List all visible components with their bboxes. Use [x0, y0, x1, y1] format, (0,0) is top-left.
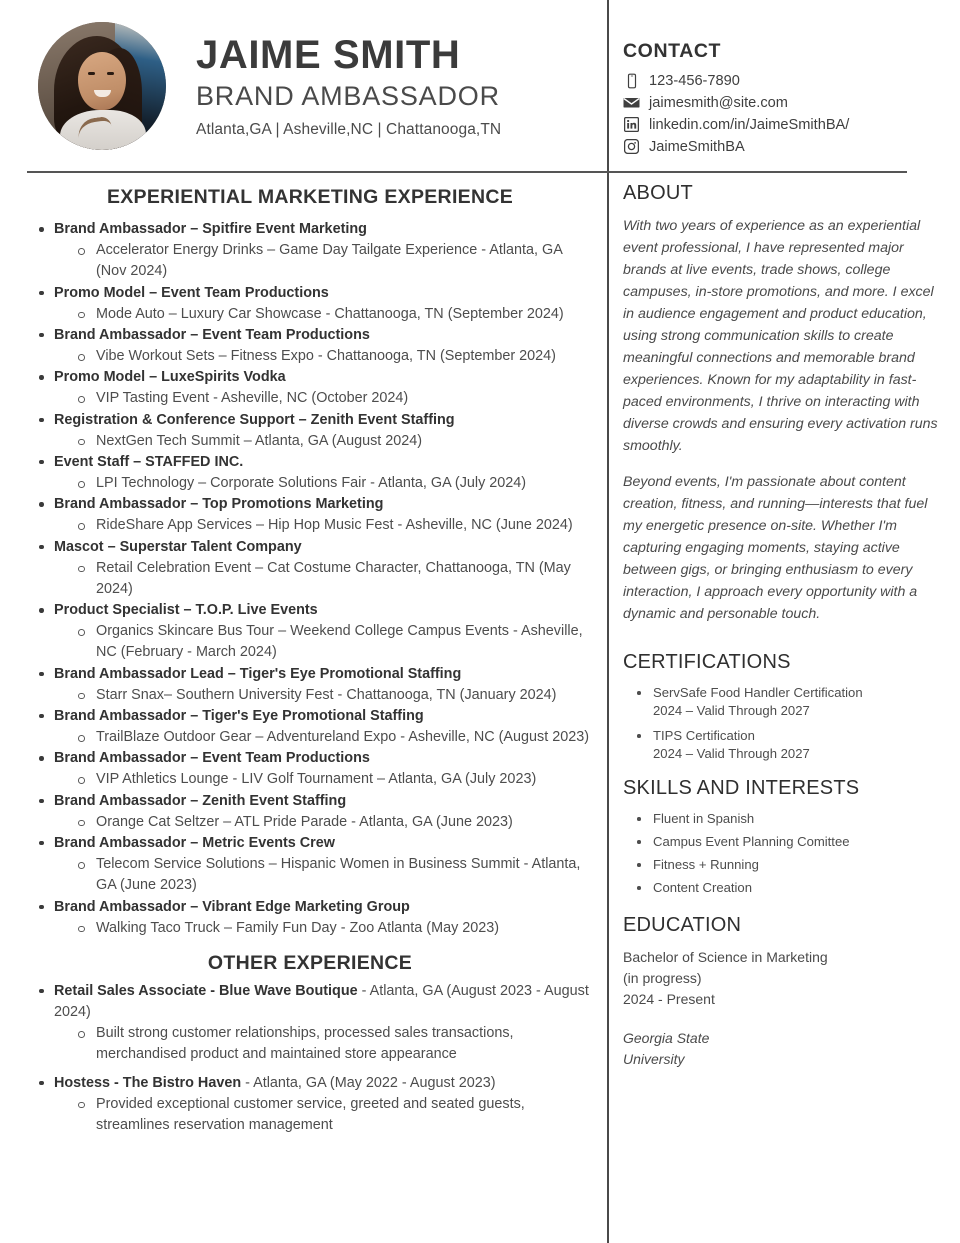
- experience-item-title: Brand Ambassador – Event Team Productions: [54, 750, 370, 767]
- experience-detail-list: [74, 854, 593, 896]
- education-section: [623, 914, 941, 1070]
- experience-list: [27, 219, 593, 939]
- experience-item: [27, 600, 593, 664]
- certification-name: TIPS Certification: [653, 728, 755, 744]
- experience-detail-list: [74, 388, 593, 409]
- experience-detail-text: Walking Taco Truck – Family Fun Day - Zoo Atlanta (May 2023): [96, 919, 500, 936]
- candidate-role: BRAND AMBASSADOR: [196, 81, 500, 111]
- experience-item-title: Brand Ambassador – Metric Events Crew: [54, 834, 335, 851]
- experience-detail: [74, 240, 593, 282]
- experience-detail-text: TrailBlaze Outdoor Gear – Adventureland Expo - Asheville, NC (August 2023): [96, 729, 590, 746]
- experience-detail: [74, 685, 593, 706]
- experience-item: [27, 664, 593, 706]
- experience-detail: [74, 304, 593, 325]
- candidate-locations: Atlanta,GA | Asheville,NC | Chattanooga,TN: [196, 121, 502, 139]
- experience-detail-text: VIP Athletics Lounge - LIV Golf Tournament – Atlanta, GA (July 2023): [96, 771, 537, 788]
- experience-detail-list: [74, 812, 593, 833]
- experience-item-title: Mascot – Superstar Talent Company: [54, 538, 302, 555]
- experience-item: [27, 833, 593, 897]
- experience-detail: [74, 558, 593, 600]
- experience-detail-text: NextGen Tech Summit – Atlanta, GA (August 2024): [96, 432, 423, 449]
- linkedin-icon: [623, 116, 640, 133]
- experience-detail-text: Accelerator Energy Drinks – Game Day Tailgate Experience - Atlanta, GA (Nov 2024): [96, 242, 563, 280]
- other-experience-meta: - Atlanta, GA (May 2022 - August 2023): [241, 1074, 496, 1091]
- experience-detail-text: Retail Celebration Event – Cat Costume Character, Chattanooga, TN (May 2024): [96, 559, 571, 597]
- experience-detail: [74, 854, 593, 896]
- contact-row-email[interactable]: [623, 94, 943, 111]
- experience-detail-list: [74, 558, 593, 600]
- experience-detail-list: [74, 685, 593, 706]
- experience-item: [27, 452, 593, 494]
- experience-item-title: Brand Ambassador – Spitfire Event Marketing: [54, 221, 367, 237]
- experience-title: EXPERIENTIAL MARKETING EXPERIENCE: [106, 186, 514, 208]
- experience-item-title: Brand Ambassador – Top Promotions Marketing: [54, 496, 384, 513]
- other-experience-detail: [74, 1023, 593, 1065]
- certification-item: [637, 684, 941, 720]
- experience-item-title: Promo Model – LuxeSpirits Vodka: [54, 369, 286, 386]
- education-title: EDUCATION: [623, 913, 742, 936]
- other-experience-entry: [27, 1073, 593, 1137]
- profile-photo: [38, 22, 166, 150]
- experience-detail: [74, 918, 593, 939]
- skills-section: [623, 777, 941, 897]
- experience-item-title: Brand Ambassador – Tiger's Eye Promotional Staffing: [54, 707, 424, 724]
- experience-detail-list: [74, 240, 593, 282]
- skill-item: Campus Event Planning Comittee: [637, 833, 941, 851]
- certification-name: ServSafe Food Handler Certification: [653, 685, 863, 700]
- skill-item: Fluent in Spanish: [637, 810, 941, 828]
- experience-detail-text: LPI Technology – Corporate Solutions Fair - Atlanta, GA (July 2024): [96, 475, 527, 492]
- education-dates: 2024 - Present: [623, 990, 715, 1007]
- experience-detail-text: Vibe Workout Sets – Fitness Expo - Chattanooga, TN (September 2024): [96, 348, 556, 365]
- contact-row-linkedin[interactable]: [623, 116, 943, 133]
- experience-item-title: Brand Ambassador – Vibrant Edge Marketing Group: [54, 898, 410, 915]
- skills-title: SKILLS AND INTERESTS: [623, 777, 860, 800]
- experience-item: [27, 410, 593, 452]
- experience-item-title: Product Specialist – T.O.P. Live Events: [54, 602, 318, 619]
- experience-item: [27, 494, 593, 536]
- skill-item: Fitness + Running: [637, 856, 941, 874]
- experience-detail-list: [74, 515, 593, 536]
- contact-row-phone[interactable]: [623, 72, 943, 89]
- experience-item: [27, 748, 593, 790]
- experience-detail-text: VIP Tasting Event - Asheville, NC (October 2024): [96, 390, 409, 407]
- certification-validity: 2024 – Valid Through 2027: [653, 703, 810, 719]
- other-experience-role: Retail Sales Associate - Blue Wave Boutique: [54, 982, 358, 999]
- certifications-title: CERTIFICATIONS: [623, 651, 791, 673]
- experience-item: [27, 706, 593, 748]
- experience-item: [27, 791, 593, 833]
- experience-detail: [74, 769, 593, 790]
- candidate-name: JAIME SMITH: [196, 33, 461, 77]
- other-experience-title-line: [54, 981, 593, 1023]
- experience-item-title: Promo Model – Event Team Productions: [54, 284, 329, 301]
- experience-detail: [74, 727, 593, 748]
- email-icon: [623, 94, 640, 111]
- contact-title: CONTACT: [623, 40, 722, 62]
- right-column: [623, 182, 941, 1076]
- experience-item: [27, 325, 593, 367]
- education-status: (in progress): [623, 969, 702, 986]
- linkedin-text: linkedin.com/in/JaimeSmithBA/: [649, 116, 850, 133]
- experience-detail-list: [74, 346, 593, 367]
- experience-detail-text: Starr Snax– Southern University Fest - Chattanooga, TN (January 2024): [96, 686, 557, 703]
- experience-item-title: Brand Ambassador Lead – Tiger's Eye Promotional Staffing: [54, 665, 462, 682]
- about-body: [623, 215, 941, 625]
- experience-detail: [74, 473, 593, 494]
- experience-detail-list: [74, 621, 593, 663]
- experience-detail-text: RideShare App Services – Hip Hop Music Fest - Asheville, NC (June 2024): [96, 517, 573, 534]
- experience-detail: [74, 515, 593, 536]
- phone-text: 123-456-7890: [649, 72, 740, 89]
- email-text: jaimesmith@site.com: [649, 94, 788, 111]
- other-experience-item: [27, 1073, 593, 1137]
- experience-detail-text: Orange Cat Seltzer – ATL Pride Parade - Atlanta, GA (June 2023): [96, 813, 513, 830]
- header-divider: [27, 171, 907, 173]
- experience-detail: [74, 431, 593, 452]
- certifications-list: [637, 684, 941, 763]
- other-experience-detail-text: Provided exceptional customer service, greeted and seated guests, streamlines reservation management: [96, 1095, 525, 1133]
- experience-item-title: Brand Ambassador – Event Team Productions: [54, 326, 370, 343]
- resume-header: [0, 0, 607, 171]
- skills-list: [637, 810, 941, 897]
- experience-detail: [74, 346, 593, 367]
- certifications-section: [623, 651, 941, 763]
- experience-item-title: Event Staff – STAFFED INC.: [54, 453, 244, 470]
- about-paragraph: Beyond events, I'm passionate about content creation, fitness, and running—interests that fuel my energetic presence on-site. Whether I'm capturing engaging moments, staying active between gigs, or bringing enthusiasm to every interaction, I approach every opportunity with a dynamic and personable touch.: [623, 474, 928, 622]
- other-experience-detail-list: [74, 1023, 593, 1065]
- experience-item: [27, 367, 593, 409]
- certification-validity: 2024 – Valid Through 2027: [653, 746, 810, 762]
- experience-detail: [74, 812, 593, 833]
- experience-item: [27, 219, 593, 283]
- other-experience-entry: [27, 981, 593, 1066]
- other-experience-title-line: [54, 1073, 593, 1094]
- education-school: Georgia State University: [623, 1029, 710, 1067]
- other-experience-meta: - Atlanta, GA (August 2023 - August 2024): [54, 982, 589, 1021]
- experience-detail-list: [74, 727, 593, 748]
- other-experience-list: [27, 981, 593, 1136]
- certification-item: [637, 727, 941, 763]
- other-experience-detail-text: Built strong customer relationships, processed sales transactions, merchandised product and maintained store appearance: [96, 1025, 514, 1063]
- experience-detail-list: [74, 304, 593, 325]
- experience-detail: [74, 621, 593, 663]
- experience-item: [27, 283, 593, 325]
- other-experience-item: [27, 981, 593, 1066]
- experience-item: [27, 897, 593, 939]
- column-divider: [607, 0, 609, 1243]
- experience-detail-list: [74, 473, 593, 494]
- contact-row-instagram[interactable]: [623, 138, 943, 155]
- other-experience-detail-list: [74, 1094, 593, 1136]
- experience-detail-text: Telecom Service Solutions – Hispanic Women in Business Summit - Atlanta, GA (June 2023): [96, 856, 581, 894]
- instagram-icon: [623, 138, 640, 155]
- experience-detail-list: [74, 918, 593, 939]
- experience-item: [27, 537, 593, 601]
- instagram-text: JaimeSmithBA: [649, 138, 745, 155]
- other-experience-role: Hostess - The Bistro Haven: [54, 1074, 242, 1091]
- contact-section: [623, 40, 943, 160]
- experience-detail-text: Mode Auto – Luxury Car Showcase - Chattanooga, TN (September 2024): [96, 305, 564, 322]
- experience-detail-list: [74, 769, 593, 790]
- experience-item-title: Registration & Conference Support – Zenith Event Staffing: [54, 411, 455, 428]
- experience-detail: [74, 388, 593, 409]
- phone-icon: [623, 72, 640, 89]
- skill-item: Content Creation: [637, 879, 941, 897]
- education-degree: Bachelor of Science in Marketing: [623, 948, 828, 965]
- other-experience-detail: [74, 1094, 593, 1136]
- experience-item-title: Brand Ambassador – Zenith Event Staffing: [54, 792, 347, 809]
- other-experience-title: OTHER EXPERIENCE: [207, 951, 413, 974]
- experience-detail-text: Organics Skincare Bus Tour – Weekend College Campus Events - Asheville, NC (February - March 2024): [96, 623, 583, 661]
- left-column: [27, 182, 593, 1143]
- experience-detail-list: [74, 431, 593, 452]
- name-block: [196, 34, 596, 139]
- about-paragraph: With two years of experience as an experiential event professional, I have represented major brands at live events, trade shows, college campuses, in-store promotions, and more. I excel in audience engagement and product education, using strong communication skills to create meaningful connections and memorable brand experiences. Known for my adaptability in fast-paced environments, I thrive on interacting with diverse crowds and ensuring every activation runs smoothly.: [623, 218, 938, 454]
- about-title: ABOUT: [623, 182, 693, 204]
